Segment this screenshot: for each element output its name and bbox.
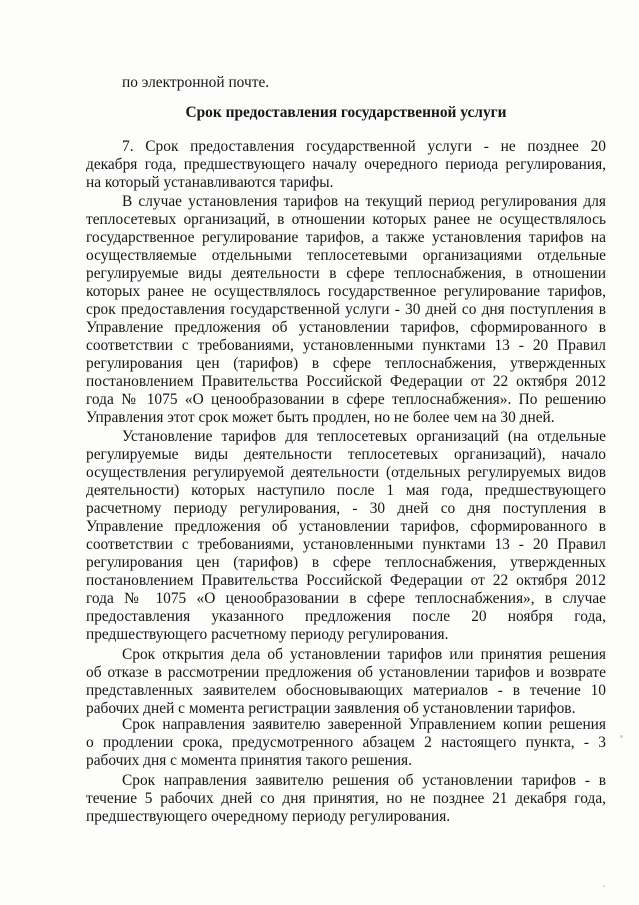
paragraph-line: об отказе в рассмотрении предложения об установлении тарифов и возврате — [86, 664, 606, 681]
paragraph-line: осуществления регулируемой деятельности (отдельных регулируемых видов — [86, 464, 606, 481]
paragraph-line: Управления этот срок может быть продлен, но не более чем на 30 дней. — [86, 409, 555, 426]
section-heading: Срок предоставления государственной услуги — [185, 104, 507, 121]
paragraph-line: предоставления указанного предложения после 20 ноября года, — [86, 608, 606, 625]
paragraph-line: соответствии с требованиями, установленными пунктами 13 - 20 Правил — [86, 337, 606, 354]
paragraph-line: которых ранее не осуществлялось государственное регулирование тарифов, — [86, 283, 606, 300]
paragraph-line: регулируемые виды деятельности в сфере теплоснабжения, в отношении — [86, 265, 606, 282]
paragraph-line: деятельности) которых наступило после 1 мая года, предшествующего — [86, 482, 606, 499]
paragraph-line: рабочих дня с момента принятия такого решения. — [86, 752, 412, 769]
paragraph-line: предшествующего очередному периоду регулирования. — [86, 808, 451, 825]
paragraph-line: регулирования цен (тарифов) в сфере теплоснабжения, утвержденных — [86, 554, 606, 571]
paragraph-line: предшествующего расчетному периоду регулирования. — [86, 626, 449, 643]
paragraph-line: течение 5 рабочих дней со дня принятия, но не позднее 21 декабря года, — [86, 790, 606, 807]
paragraph-line: соответствии с требованиями, установленными пунктами 13 - 20 Правил — [86, 536, 606, 553]
paragraph-line: регулируемые виды деятельности теплосетевых организаций), начало — [86, 446, 606, 463]
paragraph-line: постановлением Правительства Российской Федерации от 22 октября 2012 — [86, 572, 606, 589]
paragraph-line: года № 1075 «О ценообразовании в сфере теплоснабжения», в случае — [86, 590, 606, 607]
paragraph-line: декабря года, предшествующего началу очередного периода регулирования, — [86, 156, 606, 173]
paragraph-line: Срок направления заявителю решения об установлении тарифов - в — [122, 772, 606, 789]
paragraph-line: регулирования цен (тарифов) в сфере теплоснабжения, утвержденных — [86, 355, 606, 372]
paragraph-line: на который устанавливаются тарифы. — [86, 174, 334, 191]
paragraph-line: рабочих дней с момента регистрации заявления об установлении тарифов. — [86, 700, 576, 717]
paragraph-line: о продлении срока, предусмотренного абзацем 2 настоящего пункта, - 3 — [86, 734, 606, 751]
paragraph-line: Установление тарифов для теплосетевых организаций (на отдельные — [122, 428, 606, 445]
paragraph-line: Управление предложения об установлении тарифов, сформированного в — [86, 518, 606, 535]
paragraph-line: В случае установления тарифов на текущий период регулирования для — [122, 193, 606, 210]
paragraph-line: расчетному периоду регулирования, - 30 дней со дня поступления в — [86, 500, 606, 517]
paragraph-line: представленных заявителем обосновывающих материалов - в течение 10 — [86, 682, 606, 699]
paragraph-line: года № 1075 «О ценообразовании в сфере теплоснабжения». По решению — [86, 391, 606, 408]
paragraph-line: теплосетевых организаций, в отношении которых ранее не осуществлялось — [86, 211, 606, 228]
paragraph-line: государственное регулирование тарифов, а также установления тарифов на — [86, 229, 606, 246]
scan-speck — [603, 885, 605, 887]
paragraph-line: Срок направления заявителю заверенной Управлением копии решения — [122, 716, 606, 733]
paragraph-line: Управление предложения об установлении тарифов, сформированного в — [86, 319, 606, 336]
scan-speck — [620, 735, 623, 738]
paragraph-line: 7. Срок предоставления государственной услуги - не позднее 20 — [122, 138, 606, 155]
paragraph-line: Срок открытия дела об установлении тарифов или принятия решения — [122, 646, 606, 663]
paragraph-line: срок предоставления государственной услуги - 30 дней со дня поступления в — [86, 301, 606, 318]
paragraph-line: постановлением Правительства Российской Федерации от 22 октября 2012 — [86, 373, 606, 390]
paragraph-line: осуществляемые отдельными теплосетевыми организациями отдельные — [86, 247, 606, 264]
paragraph-line: по электронной почте. — [122, 74, 270, 91]
